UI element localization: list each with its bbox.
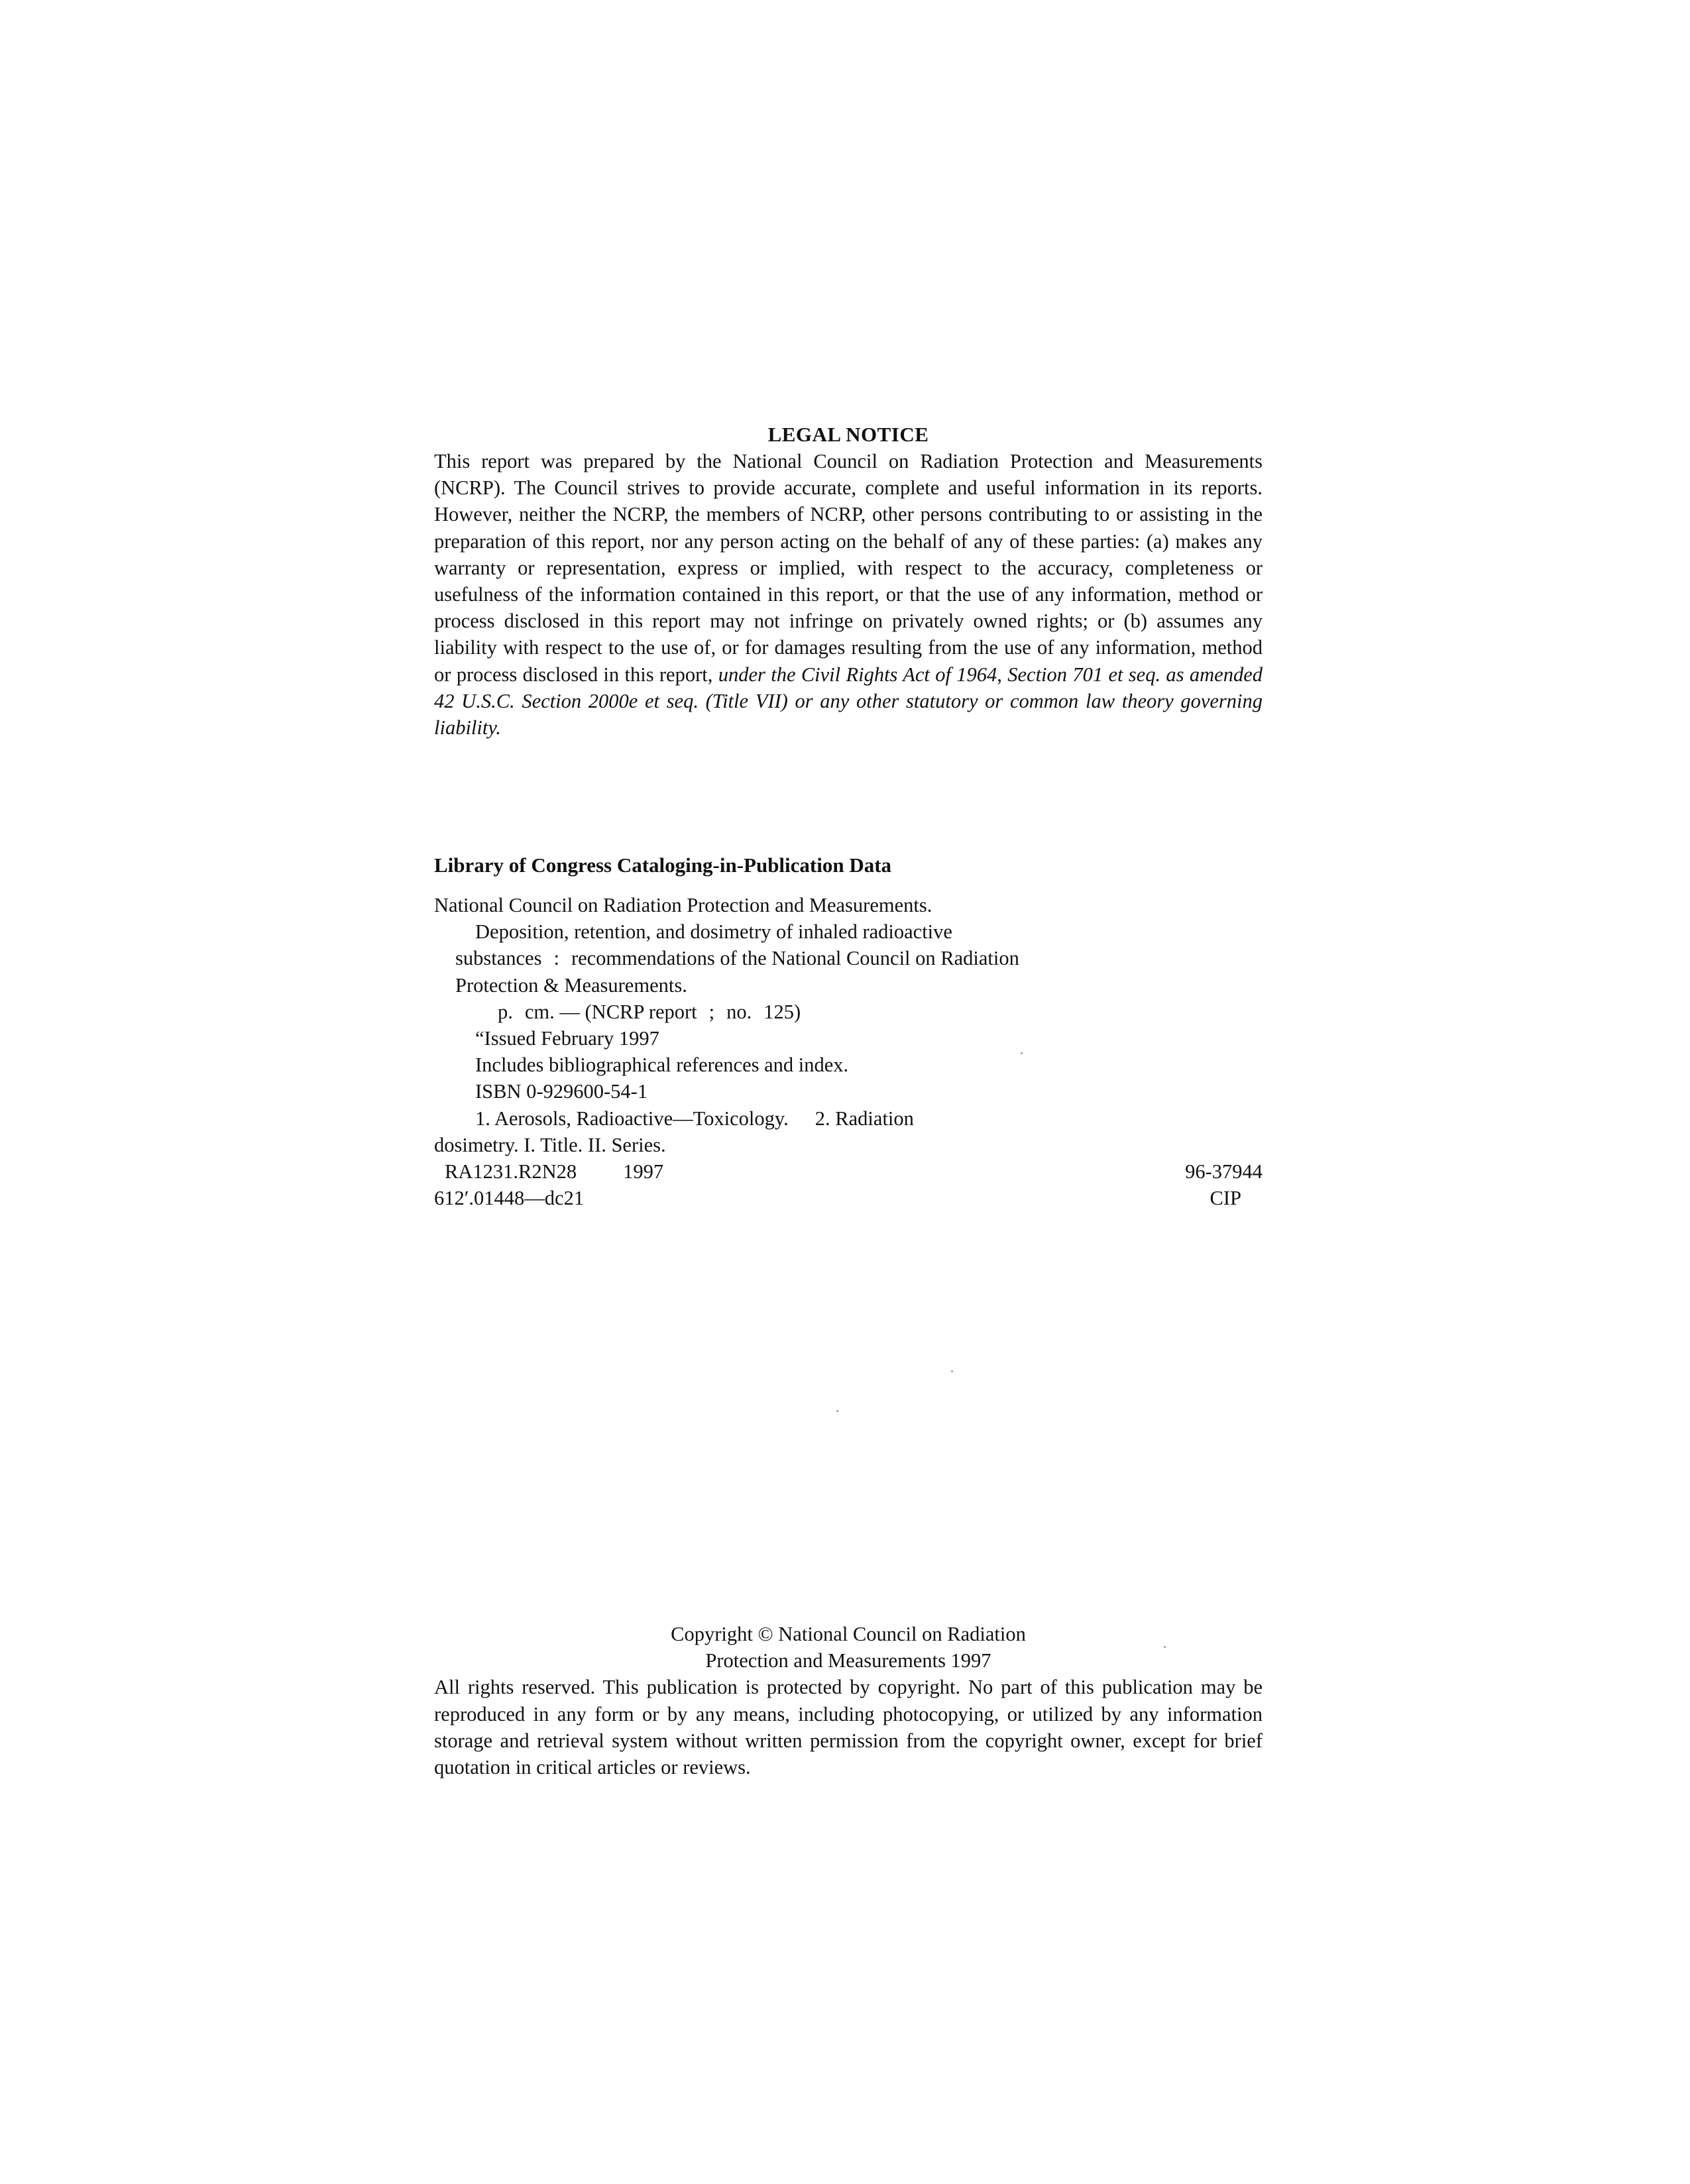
cip-dewey-row [434, 1185, 1263, 1211]
cip-physical-no: no. [726, 1000, 752, 1023]
copyright-block [434, 1621, 1263, 1780]
legal-notice-body-regular: This report was prepared by the National Council on Radiation Protection and Measurements (NCRP). The Council strives to provide accurate, complete and useful information in its reports. However, neither the NCRP, the members of NCRP, other persons contributing to or assisting in the preparation of this report, nor any person acting on the behalf of any of these parties: (a) makes any warranty or representation, express or implied, with respect to the accuracy, completeness or usefulness of the information contained in this report, or that the use of any information, method or process disclosed in this report may not infringe on privately owned rights; or (b) assumes any liability with respect to the use of, or for damages resulting from the use of any information, method or process disclosed in this report, [434, 450, 1263, 686]
cip-call-number-group [434, 1158, 663, 1185]
cip-physical-separator: ; [708, 1000, 715, 1023]
cip-subjects-line-2: dosimetry. I. Title. II. Series. [434, 1133, 666, 1156]
cip-title-line-2b: recommendations of the National Council on Radiation [571, 947, 1019, 970]
scan-speck [1164, 1646, 1166, 1648]
cip-physical-number: 125) [763, 1000, 801, 1023]
cip-isbn: ISBN 0-929600-54-1 [475, 1080, 648, 1103]
cip-record [434, 892, 1263, 1211]
cip-heading: Library of Congress Cataloging-in-Publication Data [434, 853, 892, 877]
scan-speck [836, 1410, 838, 1412]
copyright-line-2: Protection and Measurements 1997 [705, 1649, 991, 1672]
copyright-line-1: Copyright © National Council on Radiation [671, 1623, 1026, 1645]
copyright-body: All rights reserved. This publication is protected by copyright. No part of this publication may be reproduced in any form or by any means, including photocopying, or utilized by any information storage and retrieval system without written permission from the copyright owner, except for brief quotation in critical articles or reviews. [434, 1676, 1263, 1779]
cip-label: CIP [1210, 1187, 1241, 1210]
cip-subject-2: 2. Radiation [815, 1107, 914, 1130]
cip-title-separator: : [553, 947, 559, 970]
cip-subjects-line-1 [434, 1105, 1263, 1132]
cip-call-number-row [434, 1158, 1263, 1185]
scan-speck [1021, 1052, 1023, 1054]
cip-physical [434, 999, 1263, 1025]
cip-data-block [434, 852, 1263, 1211]
cip-issued: “Issued February 1997 [475, 1026, 659, 1050]
legal-notice-body-italic: under the Civil Rights Act of 1964, Section 701 et seq. as amended 42 U.S.C. Section 2000e et seq. (Title VII) or any other statutory or common law theory governing liability. [434, 663, 1263, 739]
scan-speck [951, 1370, 953, 1372]
cip-subject-1: 1. Aerosols, Radioactive—Toxicology. [475, 1107, 789, 1130]
cip-physical-pages: p. [498, 1000, 513, 1023]
cip-author: National Council on Radiation Protection and Measurements. [434, 894, 932, 916]
cip-dewey: 612′.01448—dc21 [434, 1187, 585, 1210]
cip-call-number: RA1231.R2N28 [445, 1160, 577, 1183]
cip-bibliography: Includes bibliographical references and index. [475, 1054, 849, 1077]
cip-title-line-2a: substances [455, 947, 542, 970]
legal-notice-body [434, 448, 1263, 741]
cip-title-line-1: Deposition, retention, and dosimetry of inhaled radioactive [475, 920, 952, 944]
cip-physical-series: cm. — (NCRP report [524, 1000, 697, 1023]
legal-notice [434, 421, 1263, 741]
legal-notice-title: LEGAL NOTICE [767, 423, 929, 446]
cip-title-line-2 [434, 945, 1263, 971]
cip-lccn: 96-37944 [1185, 1160, 1263, 1183]
cip-call-year: 1997 [623, 1160, 664, 1183]
cip-title-line-3: Protection & Measurements. [455, 973, 687, 997]
